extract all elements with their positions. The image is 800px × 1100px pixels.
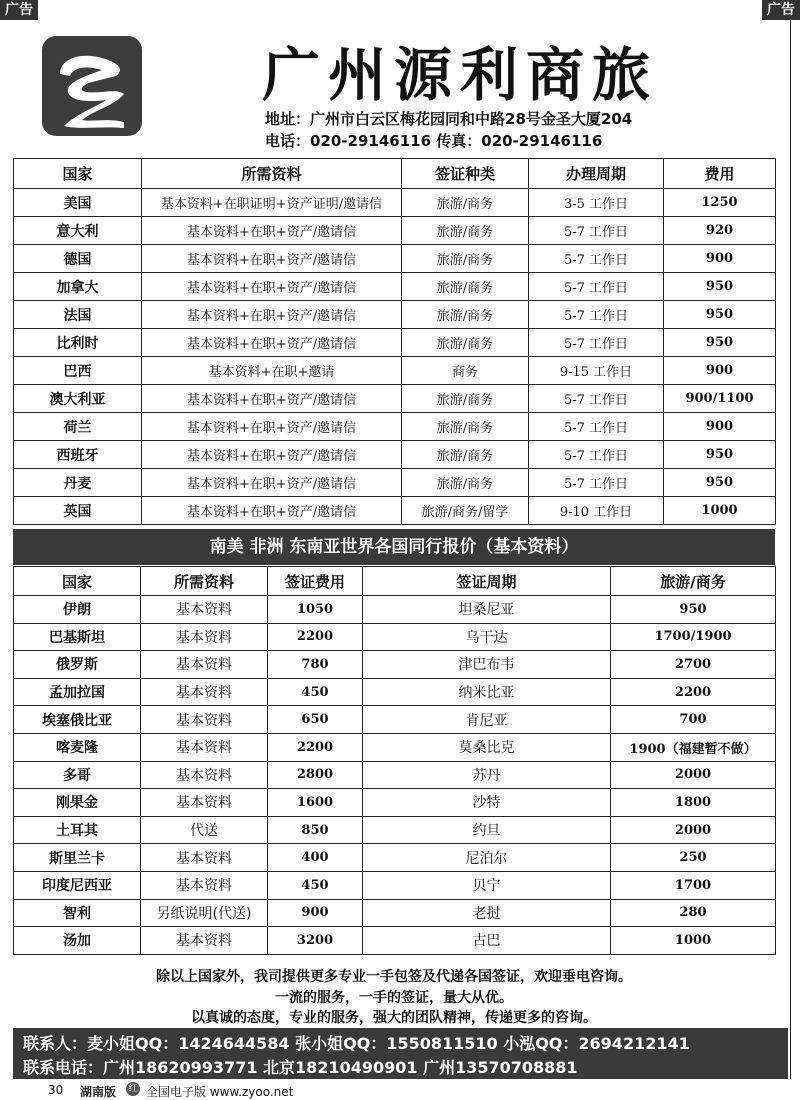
cell-period: 3-5 工作日 (529, 189, 664, 217)
table-row (14, 844, 776, 872)
table-header-row (14, 567, 776, 596)
cell-place: 贝宁 (363, 871, 611, 899)
cell-fee: 1050 (268, 596, 363, 624)
header-country: 国家 (14, 159, 142, 189)
cell-docs: 基本资料+在职+资产/邀请信 (142, 385, 402, 413)
ad-label-right: 广告 (762, 0, 800, 20)
cell-type: 旅游/商务 (402, 385, 529, 413)
cell-place: 坦桑尼亚 (363, 596, 611, 624)
cell-docs: 基本资料+在职+资产/邀请信 (142, 441, 402, 469)
cell-period: 5-7 工作日 (529, 329, 664, 357)
cell-type: 商务 (402, 357, 529, 385)
header-visa-fee: 签证费用 (268, 567, 363, 596)
cell-docs: 基本资料+在职+资产/邀请信 (142, 469, 402, 497)
cell-fee: 780 (268, 651, 363, 679)
table-row (14, 189, 776, 217)
cell-price: 2700 (611, 651, 776, 679)
cell-price: 1800 (611, 789, 776, 817)
cell-place: 肯尼亚 (363, 706, 611, 734)
table-row (14, 301, 776, 329)
cell-price: 250 (611, 844, 776, 872)
header-visa-type: 签证种类 (402, 159, 529, 189)
logo-glyph-icon (42, 36, 142, 136)
cell-country: 印度尼西亚 (14, 871, 141, 899)
table-row (14, 789, 776, 817)
cell-country: 丹麦 (14, 469, 142, 497)
cell-docs: 基本资料+在职+邀请 (142, 357, 402, 385)
cell-docs: 基本资料+在职+资产/邀请信 (142, 329, 402, 357)
edition-badge: 红 (126, 1082, 140, 1096)
cell-type: 旅游/商务 (402, 329, 529, 357)
cell-period: 9-15 工作日 (529, 357, 664, 385)
table-header-row (14, 159, 776, 189)
cell-fee: 2200 (268, 623, 363, 651)
cell-price: 2200 (611, 678, 776, 706)
cell-country: 喀麦隆 (14, 733, 141, 761)
cell-country: 埃塞俄比亚 (14, 706, 141, 734)
cell-place: 津巴布韦 (363, 651, 611, 679)
cell-fee: 900/1100 (664, 385, 776, 413)
cell-fee: 3200 (268, 927, 363, 955)
cell-price: 280 (611, 899, 776, 927)
cell-place: 苏丹 (363, 761, 611, 789)
table-row (14, 761, 776, 789)
header-documents: 所需资料 (142, 159, 402, 189)
cell-price: 1700 (611, 871, 776, 899)
cell-fee: 1250 (664, 189, 776, 217)
table-row (14, 329, 776, 357)
header-visa-period: 签证周期 (363, 567, 611, 596)
visa-price-table-main (13, 158, 776, 525)
cell-docs: 基本资料+在职+资产/邀请信 (142, 217, 402, 245)
table-row (14, 596, 776, 624)
note-line-2: 一流的服务，一手的签证，量大从优。 (275, 990, 513, 1006)
cell-type: 旅游/商务 (402, 301, 529, 329)
cell-country: 德国 (14, 245, 142, 273)
section-band-title: 南美 非洲 东南亚世界各国同行报价（基本资料） (13, 529, 775, 565)
page-footer (0, 1079, 800, 1100)
note-line-1: 除以上国家外，我司提供更多专业一手包签及代递各国签证，欢迎垂电咨询。 (156, 969, 632, 985)
cell-period: 5-7 工作日 (529, 301, 664, 329)
cell-country: 伊朗 (14, 596, 141, 624)
cell-country: 巴西 (14, 357, 142, 385)
website-link[interactable]: 全国电子版 www.zyoo.net (146, 1085, 294, 1099)
table-row (14, 816, 776, 844)
cell-country: 英国 (14, 497, 142, 525)
cell-country: 澳大利亚 (14, 385, 142, 413)
cell-period: 5-7 工作日 (529, 273, 664, 301)
cell-fee: 900 (664, 413, 776, 441)
cell-fee: 2200 (268, 733, 363, 761)
contact-phones: 联系电话：广州18620993771 北京18210490901 广州13570708881 (23, 1058, 578, 1077)
header-documents: 所需资料 (141, 567, 268, 596)
cell-docs: 基本资料 (141, 596, 268, 624)
cell-type: 旅游/商务 (402, 469, 529, 497)
cell-docs: 基本资料+在职+资产/邀请信 (142, 273, 402, 301)
table-row (14, 385, 776, 413)
cell-country: 加拿大 (14, 273, 142, 301)
cell-price: 2000 (611, 761, 776, 789)
cell-place: 约旦 (363, 816, 611, 844)
table-row (14, 623, 776, 651)
cell-fee: 950 (664, 469, 776, 497)
cell-period: 5-7 工作日 (529, 413, 664, 441)
cell-fee: 650 (268, 706, 363, 734)
cell-period: 9-10 工作日 (529, 497, 664, 525)
cell-price: 1000 (611, 927, 776, 955)
cell-place: 老挝 (363, 899, 611, 927)
header-fee: 费用 (664, 159, 776, 189)
cell-country: 土耳其 (14, 816, 141, 844)
cell-country: 美国 (14, 189, 142, 217)
company-address: 地址：广州市白云区梅花园同和中路28号金圣大厦204 (265, 110, 633, 128)
cell-docs: 基本资料 (141, 678, 268, 706)
cell-fee: 900 (664, 357, 776, 385)
cell-docs: 基本资料 (141, 927, 268, 955)
visa-price-table-world (13, 566, 776, 955)
cell-fee: 1000 (664, 497, 776, 525)
cell-docs: 基本资料+在职证明+资产证明/邀请信 (142, 189, 402, 217)
table-row (14, 217, 776, 245)
table-row (14, 899, 776, 927)
cell-country: 多哥 (14, 761, 141, 789)
cell-docs: 基本资料+在职+资产/邀请信 (142, 413, 402, 441)
table-row (14, 245, 776, 273)
cell-docs: 基本资料+在职+资产/邀请信 (142, 497, 402, 525)
table-row (14, 469, 776, 497)
edition-label: 湖南版 (80, 1085, 117, 1099)
cell-docs: 基本资料 (141, 706, 268, 734)
note-line-3: 以真诚的态度，专业的服务，强大的团队精神，传递更多的咨询。 (191, 1010, 597, 1026)
cell-docs: 代送 (141, 816, 268, 844)
cell-type: 旅游/商务 (402, 217, 529, 245)
table-row (14, 497, 776, 525)
cell-fee: 900 (664, 245, 776, 273)
header-tourism-business: 旅游/商务 (611, 567, 776, 596)
cell-place: 古巴 (363, 927, 611, 955)
cell-country: 智利 (14, 899, 141, 927)
cell-docs: 基本资料 (141, 844, 268, 872)
cell-fee: 2800 (268, 761, 363, 789)
cell-period: 5-7 工作日 (529, 441, 664, 469)
cell-period: 5-7 工作日 (529, 217, 664, 245)
table-row (14, 678, 776, 706)
cell-country: 刚果金 (14, 789, 141, 817)
cell-type: 旅游/商务 (402, 189, 529, 217)
cell-price: 2000 (611, 816, 776, 844)
cell-docs: 基本资料 (141, 623, 268, 651)
table-row (14, 441, 776, 469)
table-row (14, 357, 776, 385)
company-name: 广州源利商旅 (262, 41, 659, 109)
cell-docs: 基本资料 (141, 871, 268, 899)
cell-docs: 基本资料+在职+资产/邀请信 (142, 301, 402, 329)
header-processing-time: 办理周期 (529, 159, 664, 189)
cell-docs: 基本资料 (141, 733, 268, 761)
table-row (14, 273, 776, 301)
cell-fee: 850 (268, 816, 363, 844)
table-row (14, 706, 776, 734)
contact-band (13, 1028, 788, 1079)
table-row (14, 927, 776, 955)
cell-type: 旅游/商务 (402, 245, 529, 273)
cell-type: 旅游/商务 (402, 273, 529, 301)
cell-country: 西班牙 (14, 441, 142, 469)
cell-place: 尼泊尔 (363, 844, 611, 872)
cell-fee: 950 (664, 441, 776, 469)
cell-period: 5-7 工作日 (529, 245, 664, 273)
cell-country: 意大利 (14, 217, 142, 245)
table-row (14, 651, 776, 679)
table-row (14, 413, 776, 441)
cell-price: 1700/1900 (611, 623, 776, 651)
cell-fee: 450 (268, 678, 363, 706)
cell-country: 巴基斯坦 (14, 623, 141, 651)
ad-label-left: 广告 (0, 0, 38, 20)
cell-docs: 基本资料 (141, 761, 268, 789)
cell-period: 5-7 工作日 (529, 385, 664, 413)
header (0, 20, 775, 154)
cell-period: 5-7 工作日 (529, 469, 664, 497)
cell-country: 汤加 (14, 927, 141, 955)
cell-country: 法国 (14, 301, 142, 329)
cell-fee: 400 (268, 844, 363, 872)
cell-type: 旅游/商务 (402, 413, 529, 441)
cell-country: 比利时 (14, 329, 142, 357)
cell-fee: 450 (268, 871, 363, 899)
cell-country: 孟加拉国 (14, 678, 141, 706)
company-logo (42, 36, 142, 136)
cell-fee: 1600 (268, 789, 363, 817)
cell-place: 乌干达 (363, 623, 611, 651)
cell-type: 旅游/商务/留学 (402, 497, 529, 525)
cell-price: 950 (611, 596, 776, 624)
cell-fee: 950 (664, 273, 776, 301)
cell-fee: 950 (664, 301, 776, 329)
cell-docs: 基本资料 (141, 651, 268, 679)
cell-docs: 另纸说明(代送) (141, 899, 268, 927)
cell-price: 1900（福建暂不做） (611, 733, 776, 761)
cell-docs: 基本资料 (141, 789, 268, 817)
table-row (14, 733, 776, 761)
cell-country: 斯里兰卡 (14, 844, 141, 872)
cell-type: 旅游/商务 (402, 441, 529, 469)
cell-fee: 950 (664, 329, 776, 357)
cell-country: 俄罗斯 (14, 651, 141, 679)
table-row (14, 871, 776, 899)
company-phone-fax: 电话：020-29146116 传真：020-29146116 (265, 132, 603, 150)
page-number: 30 (48, 1083, 64, 1097)
cell-place: 纳米比亚 (363, 678, 611, 706)
cell-country: 荷兰 (14, 413, 142, 441)
cell-fee: 900 (268, 899, 363, 927)
cell-fee: 920 (664, 217, 776, 245)
cell-price: 700 (611, 706, 776, 734)
cell-place: 莫桑比克 (363, 733, 611, 761)
cell-place: 沙特 (363, 789, 611, 817)
cell-docs: 基本资料+在职+资产/邀请信 (142, 245, 402, 273)
header-country: 国家 (14, 567, 141, 596)
contact-persons: 联系人：麦小姐QQ：1424644584 张小姐QQ：1550811510 小泓QQ：2694212141 (23, 1034, 690, 1053)
